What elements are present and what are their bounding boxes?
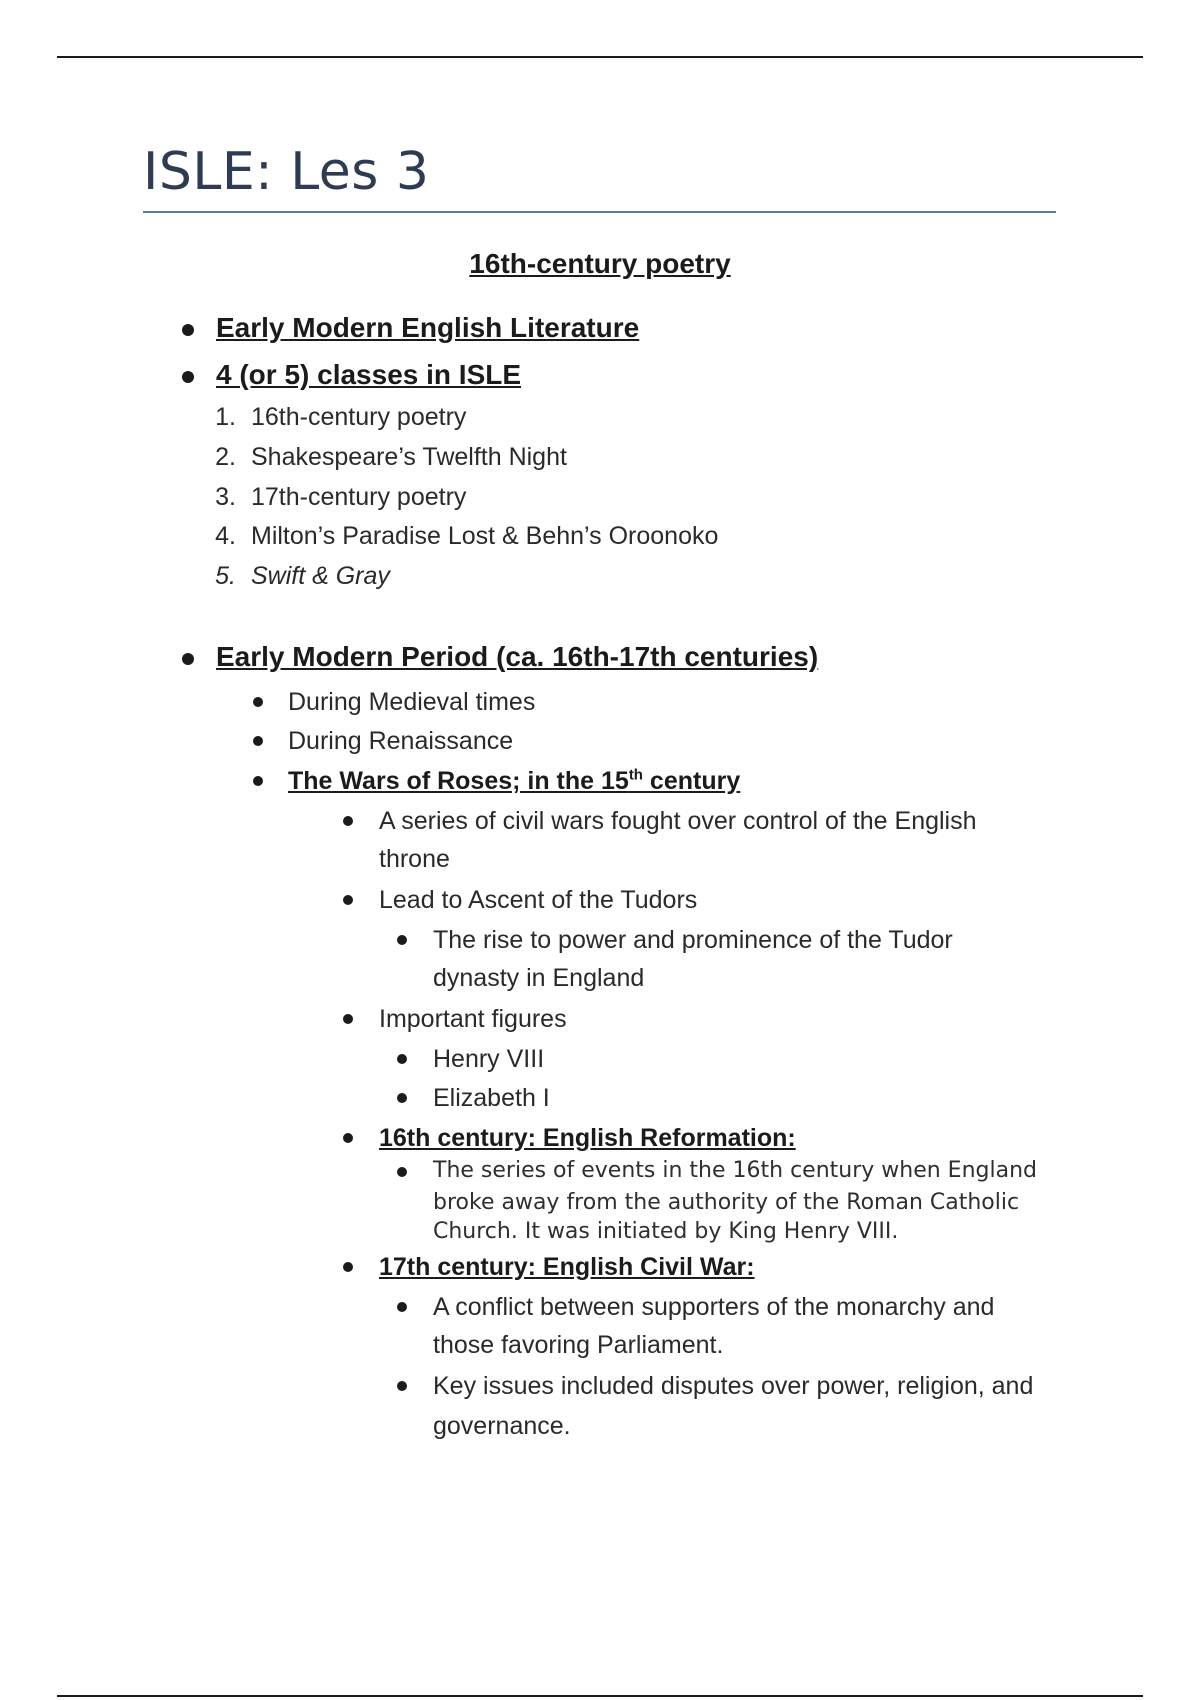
bullet <box>397 1167 407 1177</box>
list-item: During Renaissance <box>288 727 514 755</box>
list-item: The rise to power and prominence of the Tudor <box>433 926 953 954</box>
list-item: 17th-century poetry <box>251 483 467 511</box>
list-item-continuation: throne <box>379 845 450 873</box>
bullet <box>253 697 263 707</box>
bullet <box>343 1014 353 1024</box>
list-item: Elizabeth I <box>433 1084 550 1112</box>
subheading-wars-of-roses: The Wars of Roses; in the 15th century <box>288 766 741 795</box>
bullet <box>397 935 407 945</box>
bullet <box>182 324 194 336</box>
list-item: A series of civil wars fought over control of the English <box>379 807 977 835</box>
list-item: Important figures <box>379 1005 567 1033</box>
list-item-continuation: broke away from the authority of the Roman Catholic <box>433 1190 1020 1215</box>
list-item: Swift & Gray <box>251 562 390 590</box>
bullet <box>343 1262 353 1272</box>
list-item-continuation: dynasty in England <box>433 964 645 992</box>
list-number: 5. <box>215 562 236 590</box>
heading-classes: 4 (or 5) classes in ISLE <box>216 359 522 390</box>
list-item-continuation: Church. It was initiated by King Henry VIII. <box>433 1219 899 1244</box>
bullet <box>343 895 353 905</box>
list-item-continuation: governance. <box>433 1412 571 1440</box>
list-item: Key issues included disputes over power, religion, and <box>433 1372 1034 1400</box>
heading-early-modern-literature: Early Modern English Literature <box>216 312 640 343</box>
bullet <box>397 1054 407 1064</box>
bullet <box>397 1302 407 1312</box>
bullet <box>253 776 263 786</box>
subtitle: 16th-century poetry <box>469 248 731 279</box>
list-item: Milton’s Paradise Lost & Behn’s Oroonoko <box>251 522 719 550</box>
header-rule <box>57 56 1143 58</box>
bullet <box>182 653 194 665</box>
bullet <box>343 816 353 826</box>
list-number: 3. <box>215 483 236 511</box>
subheading-civil-war: 17th century: English Civil War: <box>379 1253 755 1281</box>
footer-rule <box>57 1695 1143 1697</box>
bullet <box>397 1381 407 1391</box>
list-item: 16th-century poetry <box>251 403 467 431</box>
list-item-continuation: those favoring Parliament. <box>433 1331 724 1359</box>
title-underline <box>143 211 1056 213</box>
heading-early-modern-period: Early Modern Period (ca. 16th-17th centuries) <box>216 641 819 672</box>
bullet <box>343 1133 353 1143</box>
list-item: The series of events in the 16th century when England <box>433 1158 1037 1183</box>
document-title: ISLE: Les 3 <box>143 142 430 202</box>
list-item: Lead to Ascent of the Tudors <box>379 886 698 914</box>
list-item: Shakespeare’s Twelfth Night <box>251 443 567 471</box>
bullet <box>397 1093 407 1103</box>
list-number: 2. <box>215 443 236 471</box>
bullet <box>182 371 194 383</box>
list-item: During Medieval times <box>288 688 536 716</box>
list-item: A conflict between supporters of the monarchy and <box>433 1293 995 1321</box>
list-item: Henry VIII <box>433 1045 545 1073</box>
subheading-reformation: 16th century: English Reformation: <box>379 1124 796 1152</box>
bullet <box>253 736 263 746</box>
list-number: 1. <box>215 403 236 431</box>
list-number: 4. <box>215 522 236 550</box>
